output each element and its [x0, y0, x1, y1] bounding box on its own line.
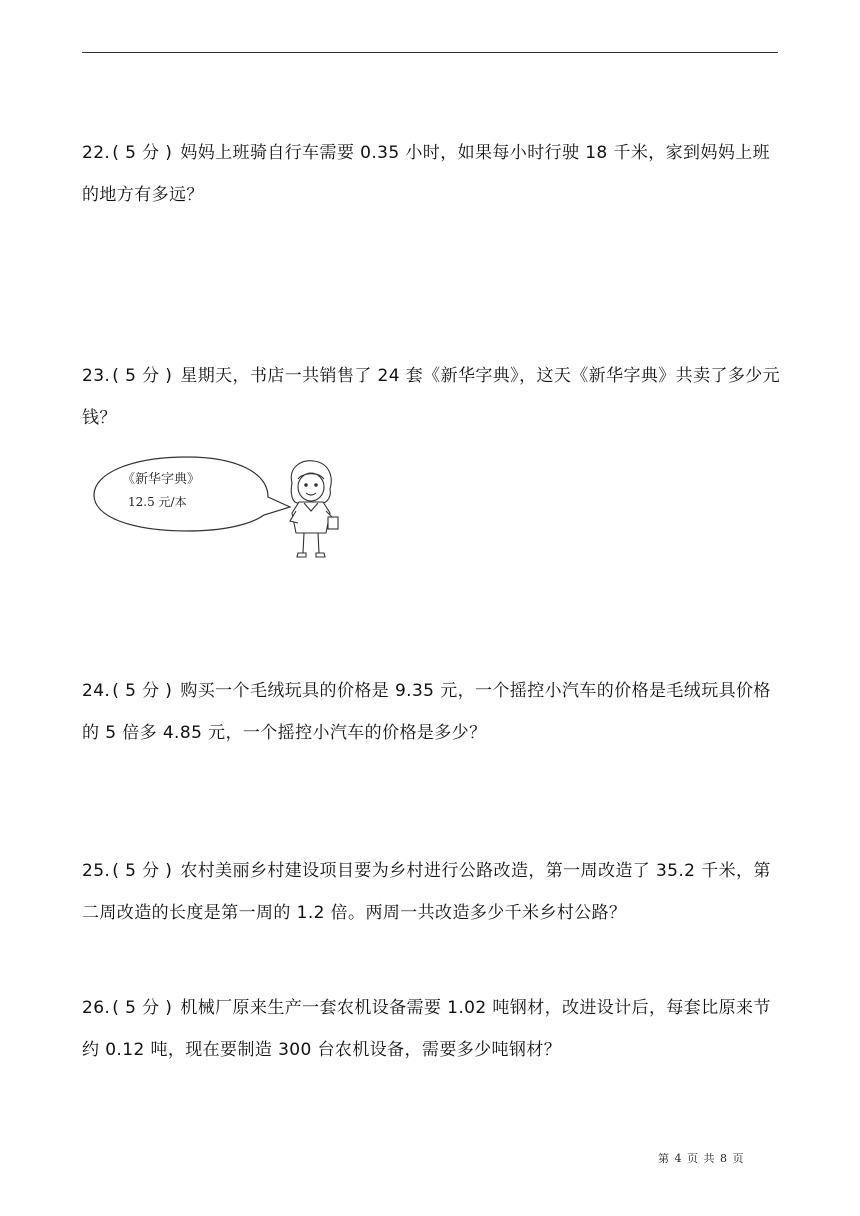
question-25 [82, 850, 782, 934]
page-number: 第 4 页 共 8 页 [658, 1152, 745, 1165]
question-score: ( 5 分 ) [112, 861, 173, 881]
girl-icon [290, 461, 338, 557]
question-text: 妈妈上班骑自行车需要 0.35 小时，如果每小时行驶 18 千米，家到妈妈上班的地方有多远？ [82, 143, 771, 205]
header-rule [82, 52, 778, 53]
question-number: 25. [82, 861, 111, 881]
question-score: ( 5 分 ) [112, 998, 173, 1018]
question-23 [82, 355, 782, 439]
question-number: 26. [82, 998, 111, 1018]
question-26 [82, 987, 782, 1071]
question-score: ( 5 分 ) [112, 143, 173, 163]
question-24 [82, 670, 782, 754]
bubble-title: 《新华字典》 [122, 472, 201, 487]
question-number: 23. [82, 366, 111, 386]
question-text: 机械厂原来生产一套农机设备需要 1.02 吨钢材，改进设计后，每套比原来节约 0.12 吨，现在要制造 300 台农机设备，需要多少吨钢材？ [82, 998, 771, 1060]
bubble-price: 12.5 元/本 [128, 495, 187, 509]
question-text: 购买一个毛绒玩具的价格是 9.35 元，一个摇控小汽车的价格是毛绒玩具价格的 5 倍多 4.85 元，一个摇控小汽车的价格是多少？ [82, 681, 771, 743]
bookseller-figure [92, 455, 342, 565]
question-number: 24. [82, 681, 111, 701]
question-text: 农村美丽乡村建设项目要为乡村进行公路改造，第一周改造了 35.2 千米，第二周改造的长度是第一周的 1.2 倍。两周一共改造多少千米乡村公路？ [82, 861, 771, 923]
question-text: 星期天，书店一共销售了 24 套《新华字典》，这天《新华字典》共卖了多少元钱？ [82, 366, 781, 428]
question-score: ( 5 分 ) [112, 366, 173, 386]
question-22 [82, 132, 782, 216]
question-number: 22. [82, 143, 111, 163]
question-score: ( 5 分 ) [112, 681, 173, 701]
